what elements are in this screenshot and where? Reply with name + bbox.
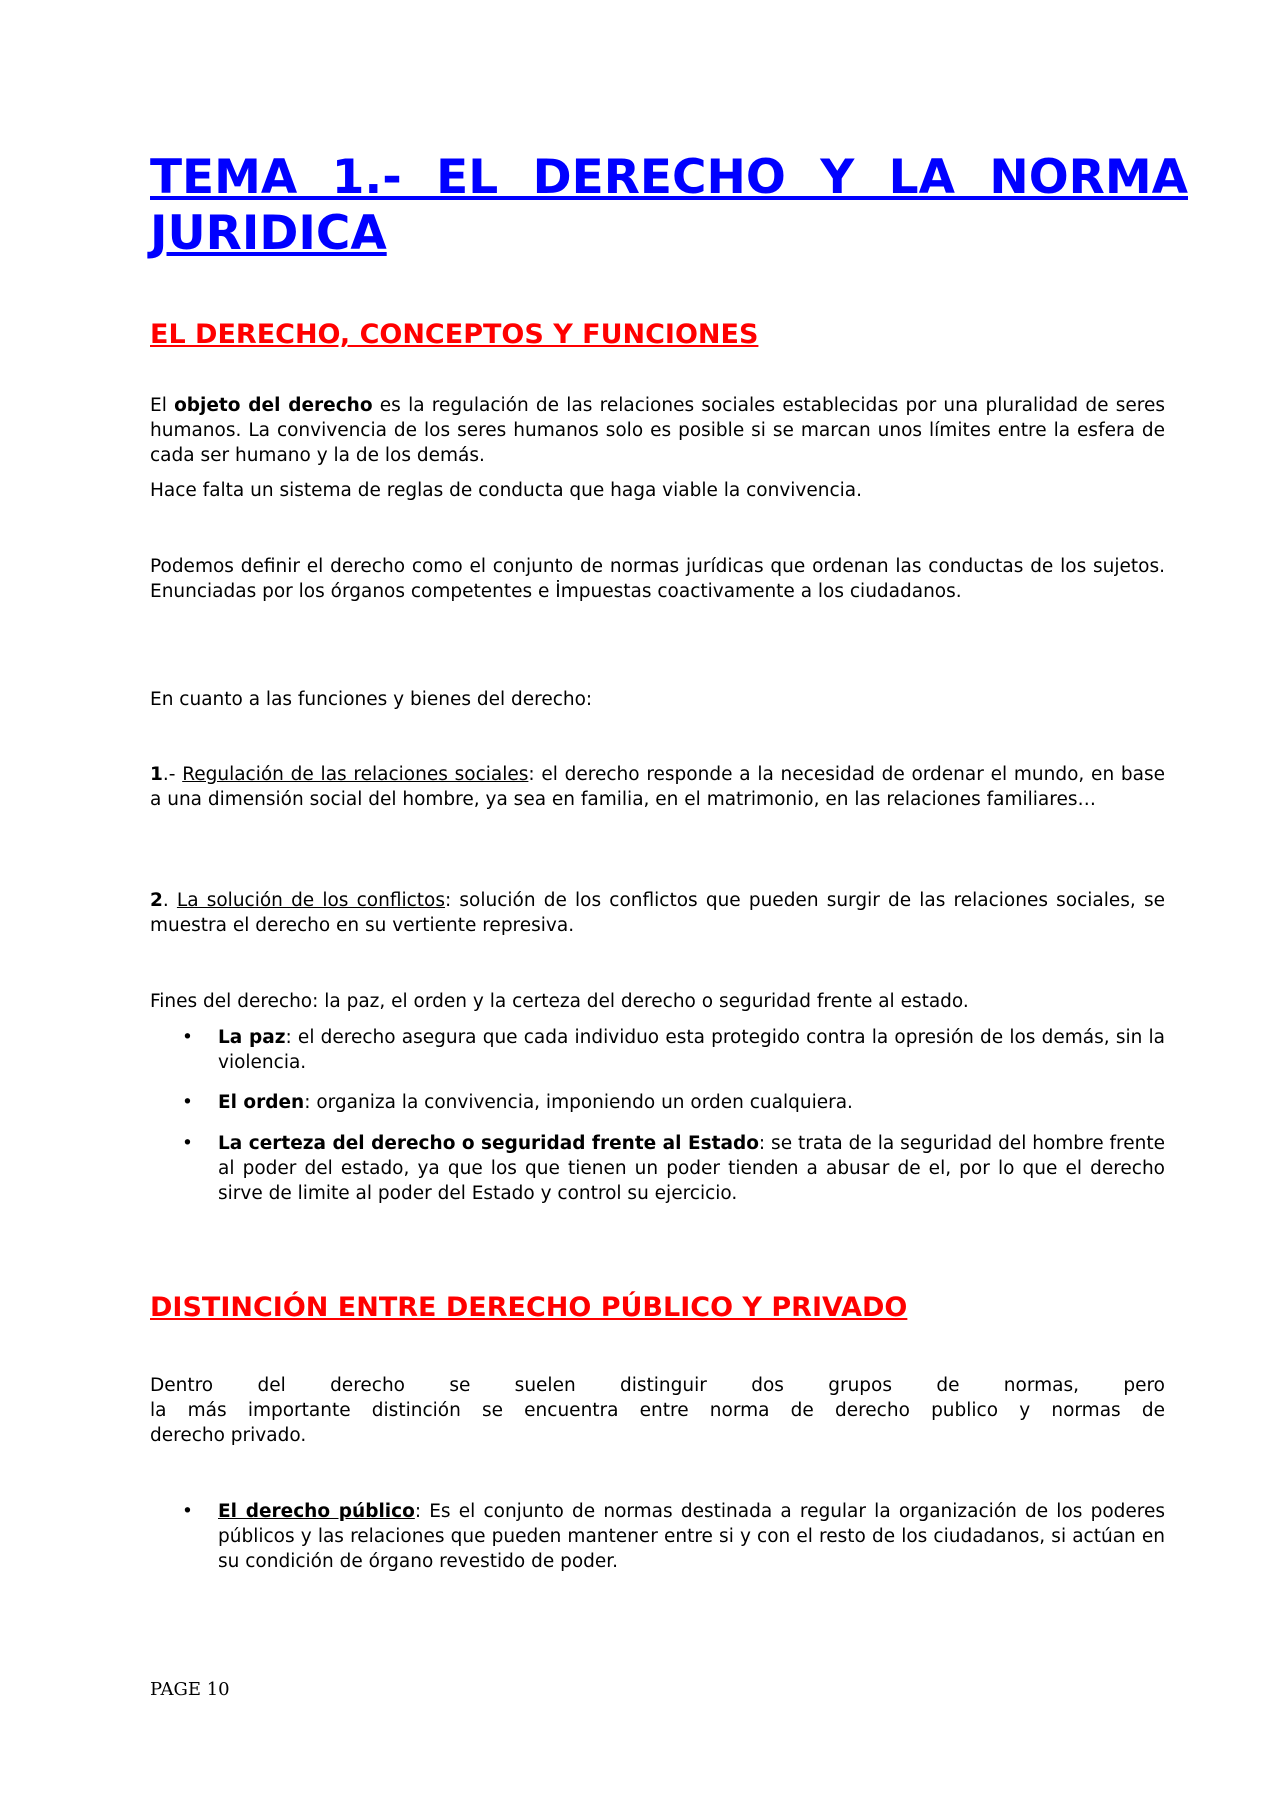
function-item-1 (150, 762, 1165, 812)
bullet-item-paz (218, 1025, 1165, 1075)
function-item-2 (150, 888, 1165, 938)
paragraph-objeto-start: El (150, 395, 175, 416)
function-item-2-text: : solución de los conflictos que pueden surgir de las relaciones sociales, se muestra el derecho en su vertiente represiva. (150, 890, 1165, 936)
function-item-2-number: 2 (150, 890, 163, 911)
bullet-item-certeza-text: : se trata de la seguridad del hombre frente al poder del estado, ya que los que tienen un poder tienden a abusar de el, por lo que el derecho sirve de limite al poder del Estado y control su ejercicio. (218, 1133, 1165, 1204)
bullet-symbol: • (182, 1092, 193, 1113)
bullet-item-orden-title: El orden (218, 1092, 305, 1113)
bullet-item-derecho-publico (218, 1499, 1165, 1574)
bullet-item-orden-text: : organiza la convivencia, imponiendo un orden cualquiera. (304, 1092, 853, 1113)
function-item-1-text: : el derecho responde a la necesidad de ordenar el mundo, en base a una dimensión social del hombre, ya sea en familia, en el matrimonio, en las relaciones familiares… (150, 764, 1166, 810)
paragraph-dentro-line-3: derecho privado. (150, 1425, 307, 1446)
paragraph-reglas: Hace falta un sistema de reglas de conducta que haga viable la convivencia. (150, 480, 862, 501)
bullet-item-certeza-title: La certeza del derecho o seguridad frente al Estado (218, 1133, 759, 1154)
section-heading-distincion: DISTINCIÓN ENTRE DERECHO PÚBLICO Y PRIVADO (150, 1292, 908, 1323)
paragraph-dentro-line-1: Dentro del derecho se suelen distinguir dos grupos de normas, pero (150, 1375, 1165, 1396)
paragraph-objeto (150, 393, 1165, 468)
function-item-1-sep: .- (162, 764, 183, 785)
paragraph-definicion: Podemos definir el derecho como el conjunto de normas jurídicas que ordenan las conductas de los sujetos. Enunciadas por los órganos competentes e İmpuestas coactivamente a los ciudadanos. (150, 556, 1165, 602)
bullet-item-paz-text: : el derecho asegura que cada individuo esta protegido contra la opresión de los demás, sin la violencia. (218, 1027, 1165, 1073)
paragraph-funciones: En cuanto a las funciones y bienes del derecho: (150, 689, 593, 710)
bullet-item-orden (218, 1090, 1165, 1115)
document-title: TEMA 1.- EL DERECHO Y LA NORMA JURIDICA (150, 150, 1188, 261)
paragraph-objeto-rest: es la regulación de las relaciones sociales establecidas por una pluralidad de seres humanos. La convivencia de los seres humanos solo es posible si se marcan unos límites entre la esfera de cada ser humano y la de los demás. (150, 395, 1165, 466)
objeto-del-derecho-bold: objeto del derecho (174, 395, 373, 416)
function-item-1-number: 1 (150, 764, 163, 785)
section-heading-conceptos: EL DERECHO, CONCEPTOS Y FUNCIONES (150, 319, 759, 350)
function-item-2-title: La solución de los conflictos (176, 890, 445, 911)
bullet-item-certeza (218, 1131, 1165, 1206)
function-item-1-title: Regulación de las relaciones sociales (182, 764, 529, 785)
bullet-symbol: • (182, 1027, 193, 1048)
paragraph-fines: Fines del derecho: la paz, el orden y la certeza del derecho o seguridad frente al estado. (150, 991, 969, 1012)
bullet-item-derecho-publico-text: : Es el conjunto de normas destinada a regular la organización de los poderes públicos y las relaciones que pueden mantener entre si y con el resto de los ciudadanos, si actúan en su condición de órgano revestido de poder. (218, 1501, 1165, 1572)
bullet-symbol: • (182, 1501, 193, 1522)
function-item-2-sep: . (162, 890, 177, 911)
page-number-footer: PAGE 10 (150, 1679, 230, 1700)
bullet-item-paz-title: La paz (218, 1027, 286, 1048)
bullet-symbol: • (182, 1133, 193, 1154)
paragraph-dentro-line-2: la más importante distinción se encuentra entre norma de derecho publico y normas de (150, 1400, 1165, 1421)
bullet-item-derecho-publico-title: El derecho público (218, 1501, 415, 1522)
